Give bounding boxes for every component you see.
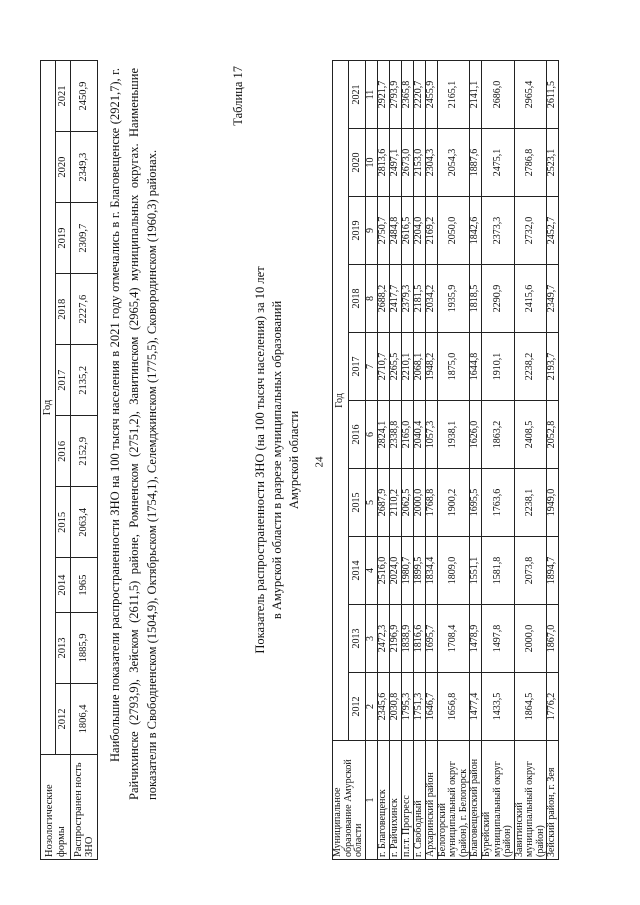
value-cell: 2238,1 xyxy=(514,469,547,537)
value-cell: 2452,7 xyxy=(547,197,559,265)
table-row xyxy=(377,61,389,860)
value-cell: 1751,3 xyxy=(413,673,425,741)
value-cell: 1965 xyxy=(71,558,98,613)
table-row xyxy=(71,61,98,860)
value-cell: 2193,7 xyxy=(547,333,559,401)
column-number-cell: 6 xyxy=(365,401,377,469)
value-cell: 1433,5 xyxy=(482,673,515,741)
value-cell: 2309,7 xyxy=(71,203,98,274)
value-cell: 2290,9 xyxy=(482,265,515,333)
municipality-cell: Зейский район, г. Зея xyxy=(547,741,559,860)
table-title-line: Амурской области xyxy=(287,410,301,510)
year-header-cell: 2018 xyxy=(349,265,365,333)
year-header-cell: 2020 xyxy=(56,132,71,203)
value-cell: 2687,9 xyxy=(377,469,389,537)
value-cell: 2373,3 xyxy=(482,197,515,265)
value-cell: 2238,2 xyxy=(514,333,547,401)
table-16 xyxy=(40,60,98,860)
value-cell: 1478,9 xyxy=(470,605,482,673)
value-cell: 1900,2 xyxy=(437,469,470,537)
municipality-cell: Благовещенский район xyxy=(470,741,482,860)
value-cell: 2169,2 xyxy=(425,197,437,265)
value-cell: 1477,4 xyxy=(470,673,482,741)
year-header-cell: 2016 xyxy=(349,401,365,469)
value-cell: 1644,8 xyxy=(470,333,482,401)
value-cell: 1863,2 xyxy=(482,401,515,469)
column-number-cell: 4 xyxy=(365,537,377,605)
value-cell: 2165,0 xyxy=(401,401,413,469)
table-row xyxy=(401,61,413,860)
value-cell: 1763,6 xyxy=(482,469,515,537)
value-cell: 2379,3 xyxy=(401,265,413,333)
table-title xyxy=(252,200,303,720)
table-label: Таблица 17 xyxy=(231,66,245,126)
year-header-cell: 2014 xyxy=(349,537,365,605)
value-cell: 2265,5 xyxy=(389,333,401,401)
table-title-line: Показатель распространенности ЗНО (на 100 тысяч населения) за 10 лет xyxy=(253,266,267,654)
value-cell: 2204,0 xyxy=(413,197,425,265)
value-cell: 2824,1 xyxy=(377,401,389,469)
value-cell: 1497,8 xyxy=(482,605,515,673)
value-cell: 2732,0 xyxy=(514,197,547,265)
column-number-cell: 11 xyxy=(365,61,377,129)
year-header-cell: 2015 xyxy=(349,469,365,537)
value-cell: 2793,9 xyxy=(389,61,401,129)
table-row xyxy=(437,61,470,860)
value-cell: 2673,0 xyxy=(401,129,413,197)
value-cell: 2024,0 xyxy=(389,537,401,605)
table-17 xyxy=(332,60,559,860)
value-cell: 1551,1 xyxy=(470,537,482,605)
value-cell: 2050,0 xyxy=(437,197,470,265)
value-cell: 1887,6 xyxy=(470,129,482,197)
value-cell: 2000,0 xyxy=(514,605,547,673)
value-cell: 2068,1 xyxy=(413,333,425,401)
value-cell: 2304,3 xyxy=(425,129,437,197)
value-cell: 1816,6 xyxy=(413,605,425,673)
value-cell: 1695,5 xyxy=(470,469,482,537)
value-cell: 1708,4 xyxy=(437,605,470,673)
value-cell: 2152,9 xyxy=(71,416,98,487)
table-row xyxy=(425,61,437,860)
value-cell: 2472,3 xyxy=(377,605,389,673)
value-cell: 2786,8 xyxy=(514,129,547,197)
value-cell: 1776,2 xyxy=(547,673,559,741)
value-cell: 2210,1 xyxy=(401,333,413,401)
value-cell: 1809,0 xyxy=(437,537,470,605)
year-header-cell: 2013 xyxy=(56,612,71,683)
column-number-cell: 3 xyxy=(365,605,377,673)
value-cell: 2516,0 xyxy=(377,537,389,605)
municipality-cell: Завитинский муниципальный округ (район) xyxy=(514,741,547,860)
municipality-cell: г. Благовещенск xyxy=(377,741,389,860)
value-cell: 2181,5 xyxy=(413,265,425,333)
value-cell: 2040,4 xyxy=(413,401,425,469)
page-number: 24 xyxy=(313,456,326,468)
header-year-group: Год xyxy=(41,61,56,755)
column-number-cell: 8 xyxy=(365,265,377,333)
year-header-cell: 2020 xyxy=(349,129,365,197)
column-number-cell: 9 xyxy=(365,197,377,265)
value-cell: 1910,1 xyxy=(482,333,515,401)
value-cell: 2611,5 xyxy=(547,61,559,129)
value-cell: 2110,2 xyxy=(389,469,401,537)
value-cell: 2141,1 xyxy=(470,61,482,129)
value-cell: 2921,7 xyxy=(377,61,389,129)
value-cell: 2408,5 xyxy=(514,401,547,469)
value-cell: 1806,4 xyxy=(71,683,98,754)
column-number-cell: 2 xyxy=(365,673,377,741)
municipality-cell: г. Свободный xyxy=(413,741,425,860)
value-cell: 1899,5 xyxy=(413,537,425,605)
municipality-cell: Бурейский муниципальный округ (район) xyxy=(482,741,515,860)
value-cell: 2062,5 xyxy=(401,469,413,537)
value-cell: 2523,1 xyxy=(547,129,559,197)
value-cell: 2220,7 xyxy=(413,61,425,129)
value-cell: 1938,1 xyxy=(437,401,470,469)
municipality-cell: Белогорский муниципальный округ (район), г. Белогорск xyxy=(437,741,470,860)
year-header-row xyxy=(349,61,365,860)
year-header-cell: 2012 xyxy=(349,673,365,741)
year-header-row xyxy=(56,61,71,860)
column-number-cell: 10 xyxy=(365,129,377,197)
value-cell: 2052,8 xyxy=(547,401,559,469)
municipality-cell: г. Райчихинск xyxy=(389,741,401,860)
value-cell: 2034,2 xyxy=(425,265,437,333)
year-header-cell: 2021 xyxy=(349,61,365,129)
value-cell: 2073,8 xyxy=(514,537,547,605)
value-cell: 2450,9 xyxy=(71,61,98,132)
table-row xyxy=(470,61,482,860)
value-cell: 1935,9 xyxy=(437,265,470,333)
value-cell: 2688,2 xyxy=(377,265,389,333)
year-header-cell: 2017 xyxy=(349,333,365,401)
value-cell: 1949,0 xyxy=(547,469,559,537)
value-cell: 1818,5 xyxy=(470,265,482,333)
year-header-cell: 2019 xyxy=(56,203,71,274)
value-cell: 1646,7 xyxy=(425,673,437,741)
municipality-cell: Архаринский район xyxy=(425,741,437,860)
value-cell: 2196,9 xyxy=(389,605,401,673)
table-row xyxy=(389,61,401,860)
table-title-line: в Амурской области в разрезе муниципальных образований xyxy=(270,300,284,620)
value-cell: 2616,5 xyxy=(401,197,413,265)
value-cell: 1885,9 xyxy=(71,612,98,683)
column-number-cell: 5 xyxy=(365,469,377,537)
value-cell: 2338,8 xyxy=(389,401,401,469)
year-header-cell: 2021 xyxy=(56,61,71,132)
value-cell: 2365,8 xyxy=(401,61,413,129)
value-cell: 1948,2 xyxy=(425,333,437,401)
year-header-cell: 2014 xyxy=(56,558,71,613)
value-cell: 1768,8 xyxy=(425,469,437,537)
year-header-cell: 2015 xyxy=(56,487,71,558)
value-cell: 1842,6 xyxy=(470,197,482,265)
value-cell: 2813,6 xyxy=(377,129,389,197)
value-cell: 1626,0 xyxy=(470,401,482,469)
value-cell: 1894,7 xyxy=(547,537,559,605)
value-cell: 2135,2 xyxy=(71,345,98,416)
value-cell: 2349,3 xyxy=(71,132,98,203)
table-row xyxy=(482,61,515,860)
value-cell: 2349,7 xyxy=(547,265,559,333)
value-cell: 2000,0 xyxy=(413,469,425,537)
row-label: Распространен ность ЗНО xyxy=(71,755,98,860)
value-cell: 1057,3 xyxy=(425,401,437,469)
paragraph-text: Наибольшие показатели распространенности ЗНО на 100 тысяч населения в 2021 году отмечались в г. Благовещенске (2921,7), г. Райчихинске (2793,9), Зейском (2611,5) районе, Ромненском (2751,2), Завитинском (2965,4) муниципальных округах. Наименьшие показатели в Свободненском (1504,9), Октябрьском (1754,1), Селемджинском (1775,5), Сковородинском (1960,3) районах. xyxy=(108,68,160,800)
value-cell: 2686,0 xyxy=(482,61,515,129)
value-cell: 1695,7 xyxy=(425,605,437,673)
value-cell: 1980,7 xyxy=(401,537,413,605)
value-cell: 2153,0 xyxy=(413,129,425,197)
value-cell: 2750,7 xyxy=(377,197,389,265)
year-header-cell: 2019 xyxy=(349,197,365,265)
header-nosology: Нозологические формы xyxy=(41,755,71,860)
year-header-cell: 2013 xyxy=(349,605,365,673)
value-cell: 1834,4 xyxy=(425,537,437,605)
value-cell: 1875,0 xyxy=(437,333,470,401)
value-cell: 2063,4 xyxy=(71,487,98,558)
value-cell: 2165,1 xyxy=(437,61,470,129)
value-cell: 2030,8 xyxy=(389,673,401,741)
value-cell: 2484,8 xyxy=(389,197,401,265)
value-cell: 2227,6 xyxy=(71,274,98,345)
value-cell: 2345,6 xyxy=(377,673,389,741)
value-cell: 1795,3 xyxy=(401,673,413,741)
value-cell: 1838,9 xyxy=(401,605,413,673)
value-cell: 2054,3 xyxy=(437,129,470,197)
value-cell: 1656,8 xyxy=(437,673,470,741)
value-cell: 2455,9 xyxy=(425,61,437,129)
header-municipality: Муниципальное образование Амурской области xyxy=(333,741,366,860)
header-year-group: Год xyxy=(333,61,349,741)
table-row xyxy=(547,61,559,860)
table-row xyxy=(514,61,547,860)
rotated-page-content xyxy=(40,60,600,860)
value-cell: 2710,7 xyxy=(377,333,389,401)
year-header-cell: 2012 xyxy=(56,683,71,754)
column-number-cell: 1 xyxy=(365,741,377,860)
value-cell: 2965,4 xyxy=(514,61,547,129)
table-row xyxy=(413,61,425,860)
value-cell: 2497,1 xyxy=(389,129,401,197)
value-cell: 2415,6 xyxy=(514,265,547,333)
year-header-cell: 2018 xyxy=(56,274,71,345)
value-cell: 1867,0 xyxy=(547,605,559,673)
column-number-cell: 7 xyxy=(365,333,377,401)
value-cell: 2475,1 xyxy=(482,129,515,197)
municipality-cell: п.г.т. Прогресс xyxy=(401,741,413,860)
value-cell: 1864,5 xyxy=(514,673,547,741)
year-header-cell: 2017 xyxy=(56,345,71,416)
year-header-cell: 2016 xyxy=(56,416,71,487)
value-cell: 2417,7 xyxy=(389,265,401,333)
value-cell: 1581,8 xyxy=(482,537,515,605)
column-number-row xyxy=(365,61,377,860)
